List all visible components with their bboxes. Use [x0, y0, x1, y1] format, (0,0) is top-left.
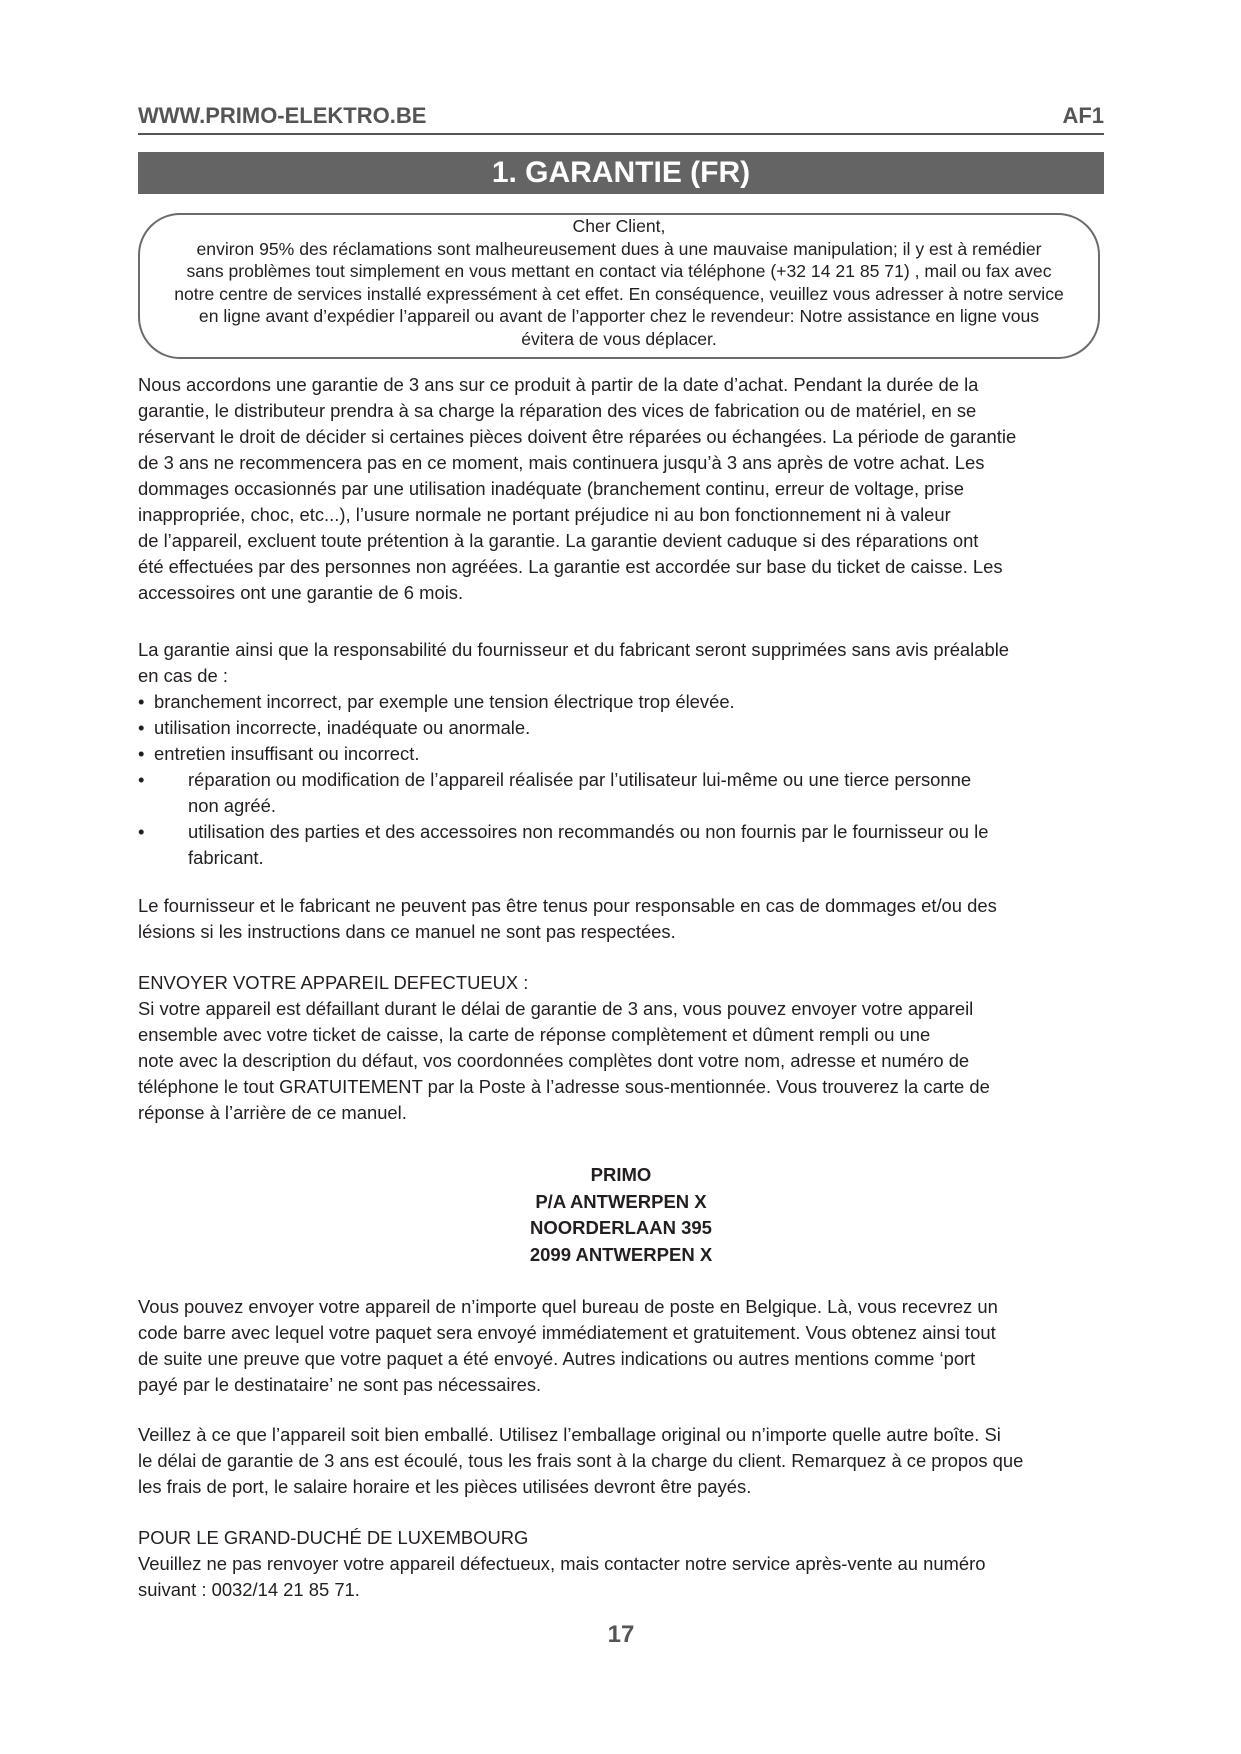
packaging-paragraph — [138, 1422, 1104, 1500]
list-item-text: utilisation des parties et des accessoires non recommandés ou non fournis par le fournisseur ou le — [188, 821, 989, 842]
text-line: en cas de : — [138, 665, 228, 686]
text-line: Nous accordons une garantie de 3 ans sur ce produit à partir de la date d’achat. Pendant la durée de la — [138, 374, 979, 395]
section-heading: ENVOYER VOTRE APPAREIL DEFECTUEUX : — [138, 972, 529, 993]
section-title: 1. GARANTIE (FR) — [138, 152, 1104, 194]
text-line: de suite une preuve que votre paquet a été envoyé. Autres indications ou autres mentions comme ‘port — [138, 1348, 976, 1369]
bullet-icon: • — [138, 769, 145, 790]
list-item — [138, 819, 1104, 871]
model-code: AF1 — [1062, 103, 1104, 128]
bullet-icon: • — [138, 691, 145, 712]
return-address — [138, 1162, 1104, 1268]
text-line: les frais de port, le salaire horaire et les pièces utilisées devront être payés. — [138, 1476, 752, 1497]
text-line: téléphone le tout GRATUITEMENT par la Poste à l’adresse sous-mentionnée. Vous trouverez la carte de — [138, 1076, 990, 1097]
list-item-text: réparation ou modification de l’appareil réalisée par l’utilisateur lui-même ou une tierce personne — [188, 769, 972, 790]
bullet-icon: • — [138, 743, 145, 764]
text-line: garantie, le distributeur prendra à sa charge la réparation des vices de fabrication ou de matériel, en se — [138, 400, 977, 421]
bullet-icon: • — [138, 821, 145, 842]
text-line: Veillez à ce que l’appareil soit bien emballé. Utilisez l’emballage original ou n’importe quelle autre boîte. Si — [138, 1424, 1001, 1445]
notice-line: sans problèmes tout simplement en vous mettant en contact via téléphone (+32 14 21 85 71) , mail ou fax avec — [186, 261, 1052, 281]
text-line: de 3 ans ne recommencera pas en ce moment, mais continuera jusqu’à 3 ans après de votre achat. Les — [138, 452, 985, 473]
notice-line: en ligne avant d’expédier l’appareil ou avant de l’apporter chez le revendeur: Notre assistance en ligne vous — [198, 306, 1040, 326]
text-line: Le fournisseur et le fabricant ne peuvent pas être tenus pour responsable en cas de dommages et/ou des — [138, 895, 997, 916]
text-line: le délai de garantie de 3 ans est écoulé, tous les frais sont à la charge du client. Remarquez à ce propos que — [138, 1450, 1024, 1471]
send-device-section — [138, 970, 1104, 1126]
text-line: de l’appareil, excluent toute prétention à la garantie. La garantie devient caduque si des réparations ont — [138, 530, 979, 551]
notice-salutation: Cher Client, — [567, 215, 672, 238]
text-line: suivant : 0032/14 21 85 71. — [138, 1579, 360, 1600]
text-line: lésions si les instructions dans ce manuel ne sont pas respectées. — [138, 921, 676, 942]
liability-paragraph — [138, 893, 1104, 945]
list-item-text: fabricant. — [188, 847, 264, 868]
list-item — [138, 689, 1104, 715]
notice-line: notre centre de services installé expressément à cet effet. En conséquence, veuillez vous adresser à notre service — [174, 283, 1064, 304]
customer-notice-box — [138, 213, 1100, 359]
text-line: réponse à l’arrière de ce manuel. — [138, 1102, 407, 1123]
text-line: payé par le destinataire’ ne sont pas nécessaires. — [138, 1374, 542, 1395]
text-line: code barre avec lequel votre paquet sera envoyé immédiatement et gratuitement. Vous obtenez ainsi tout — [138, 1322, 996, 1343]
exclusions-section — [138, 637, 1104, 871]
bullet-icon: • — [138, 717, 145, 738]
list-item-text: non agréé. — [188, 795, 276, 816]
text-line: ensemble avec votre ticket de caisse, la carte de réponse complètement et dûment rempli ou une — [138, 1024, 931, 1045]
text-line: inappropriée, choc, etc...), l’usure normale ne portant préjudice ni au bon fonctionnement ni à valeur — [138, 504, 951, 525]
notice-line: évitera de vous déplacer. — [521, 328, 717, 349]
section-heading: POUR LE GRAND-DUCHÉ DE LUXEMBOURG — [138, 1527, 529, 1548]
text-line: Si votre appareil est défaillant durant le délai de garantie de 3 ans, vous pouvez envoyer votre appareil — [138, 998, 974, 1019]
text-line: dommages occasionnés par une utilisation inadéquate (branchement continu, erreur de voltage, prise — [138, 478, 965, 499]
exclusions-list — [138, 689, 1104, 871]
list-item — [138, 767, 1104, 819]
page-number: 17 — [607, 1621, 635, 1648]
text-line: été effectuées par des personnes non agréées. La garantie est accordée sur base du ticket de caisse. Les — [138, 556, 1003, 577]
text-line: réservant le droit de décider si certaines pièces doivent être réparées ou échangées. La période de garantie — [138, 426, 1017, 447]
notice-line: environ 95% des réclamations sont malheureusement dues à une mauvaise manipulation; il y est à remédier — [196, 238, 1042, 259]
text-line: note avec la description du défaut, vos coordonnées complètes dont votre nom, adresse et numéro de — [138, 1050, 970, 1071]
post-office-paragraph — [138, 1294, 1104, 1398]
address-line: 2099 ANTWERPEN X — [529, 1243, 713, 1265]
text-line: accessoires ont une garantie de 6 mois. — [138, 582, 464, 603]
list-item-text: entretien insuffisant ou incorrect. — [154, 743, 420, 764]
page-header — [138, 103, 1104, 135]
address-line: NOORDERLAAN 395 — [530, 1217, 712, 1238]
list-item-text: branchement incorrect, par exemple une tension électrique trop élevée. — [154, 691, 735, 712]
website-url[interactable]: WWW.PRIMO-ELEKTRO.BE — [138, 103, 427, 128]
list-item-text: utilisation incorrecte, inadéquate ou anormale. — [154, 717, 531, 738]
luxembourg-section — [138, 1525, 1104, 1603]
text-line: Vous pouvez envoyer votre appareil de n’importe quel bureau de poste en Belgique. Là, vous recevrez un — [138, 1296, 998, 1317]
list-item — [138, 741, 1104, 767]
text-line: Veuillez ne pas renvoyer votre appareil défectueux, mais contacter notre service après-vente au numéro — [138, 1553, 986, 1574]
text-line: La garantie ainsi que la responsabilité du fournisseur et du fabricant seront supprimées sans avis préalable — [138, 639, 1010, 660]
address-line: P/A ANTWERPEN X — [535, 1190, 707, 1212]
warranty-paragraph — [138, 372, 1104, 606]
list-item — [138, 715, 1104, 741]
address-line: PRIMO — [590, 1164, 652, 1185]
